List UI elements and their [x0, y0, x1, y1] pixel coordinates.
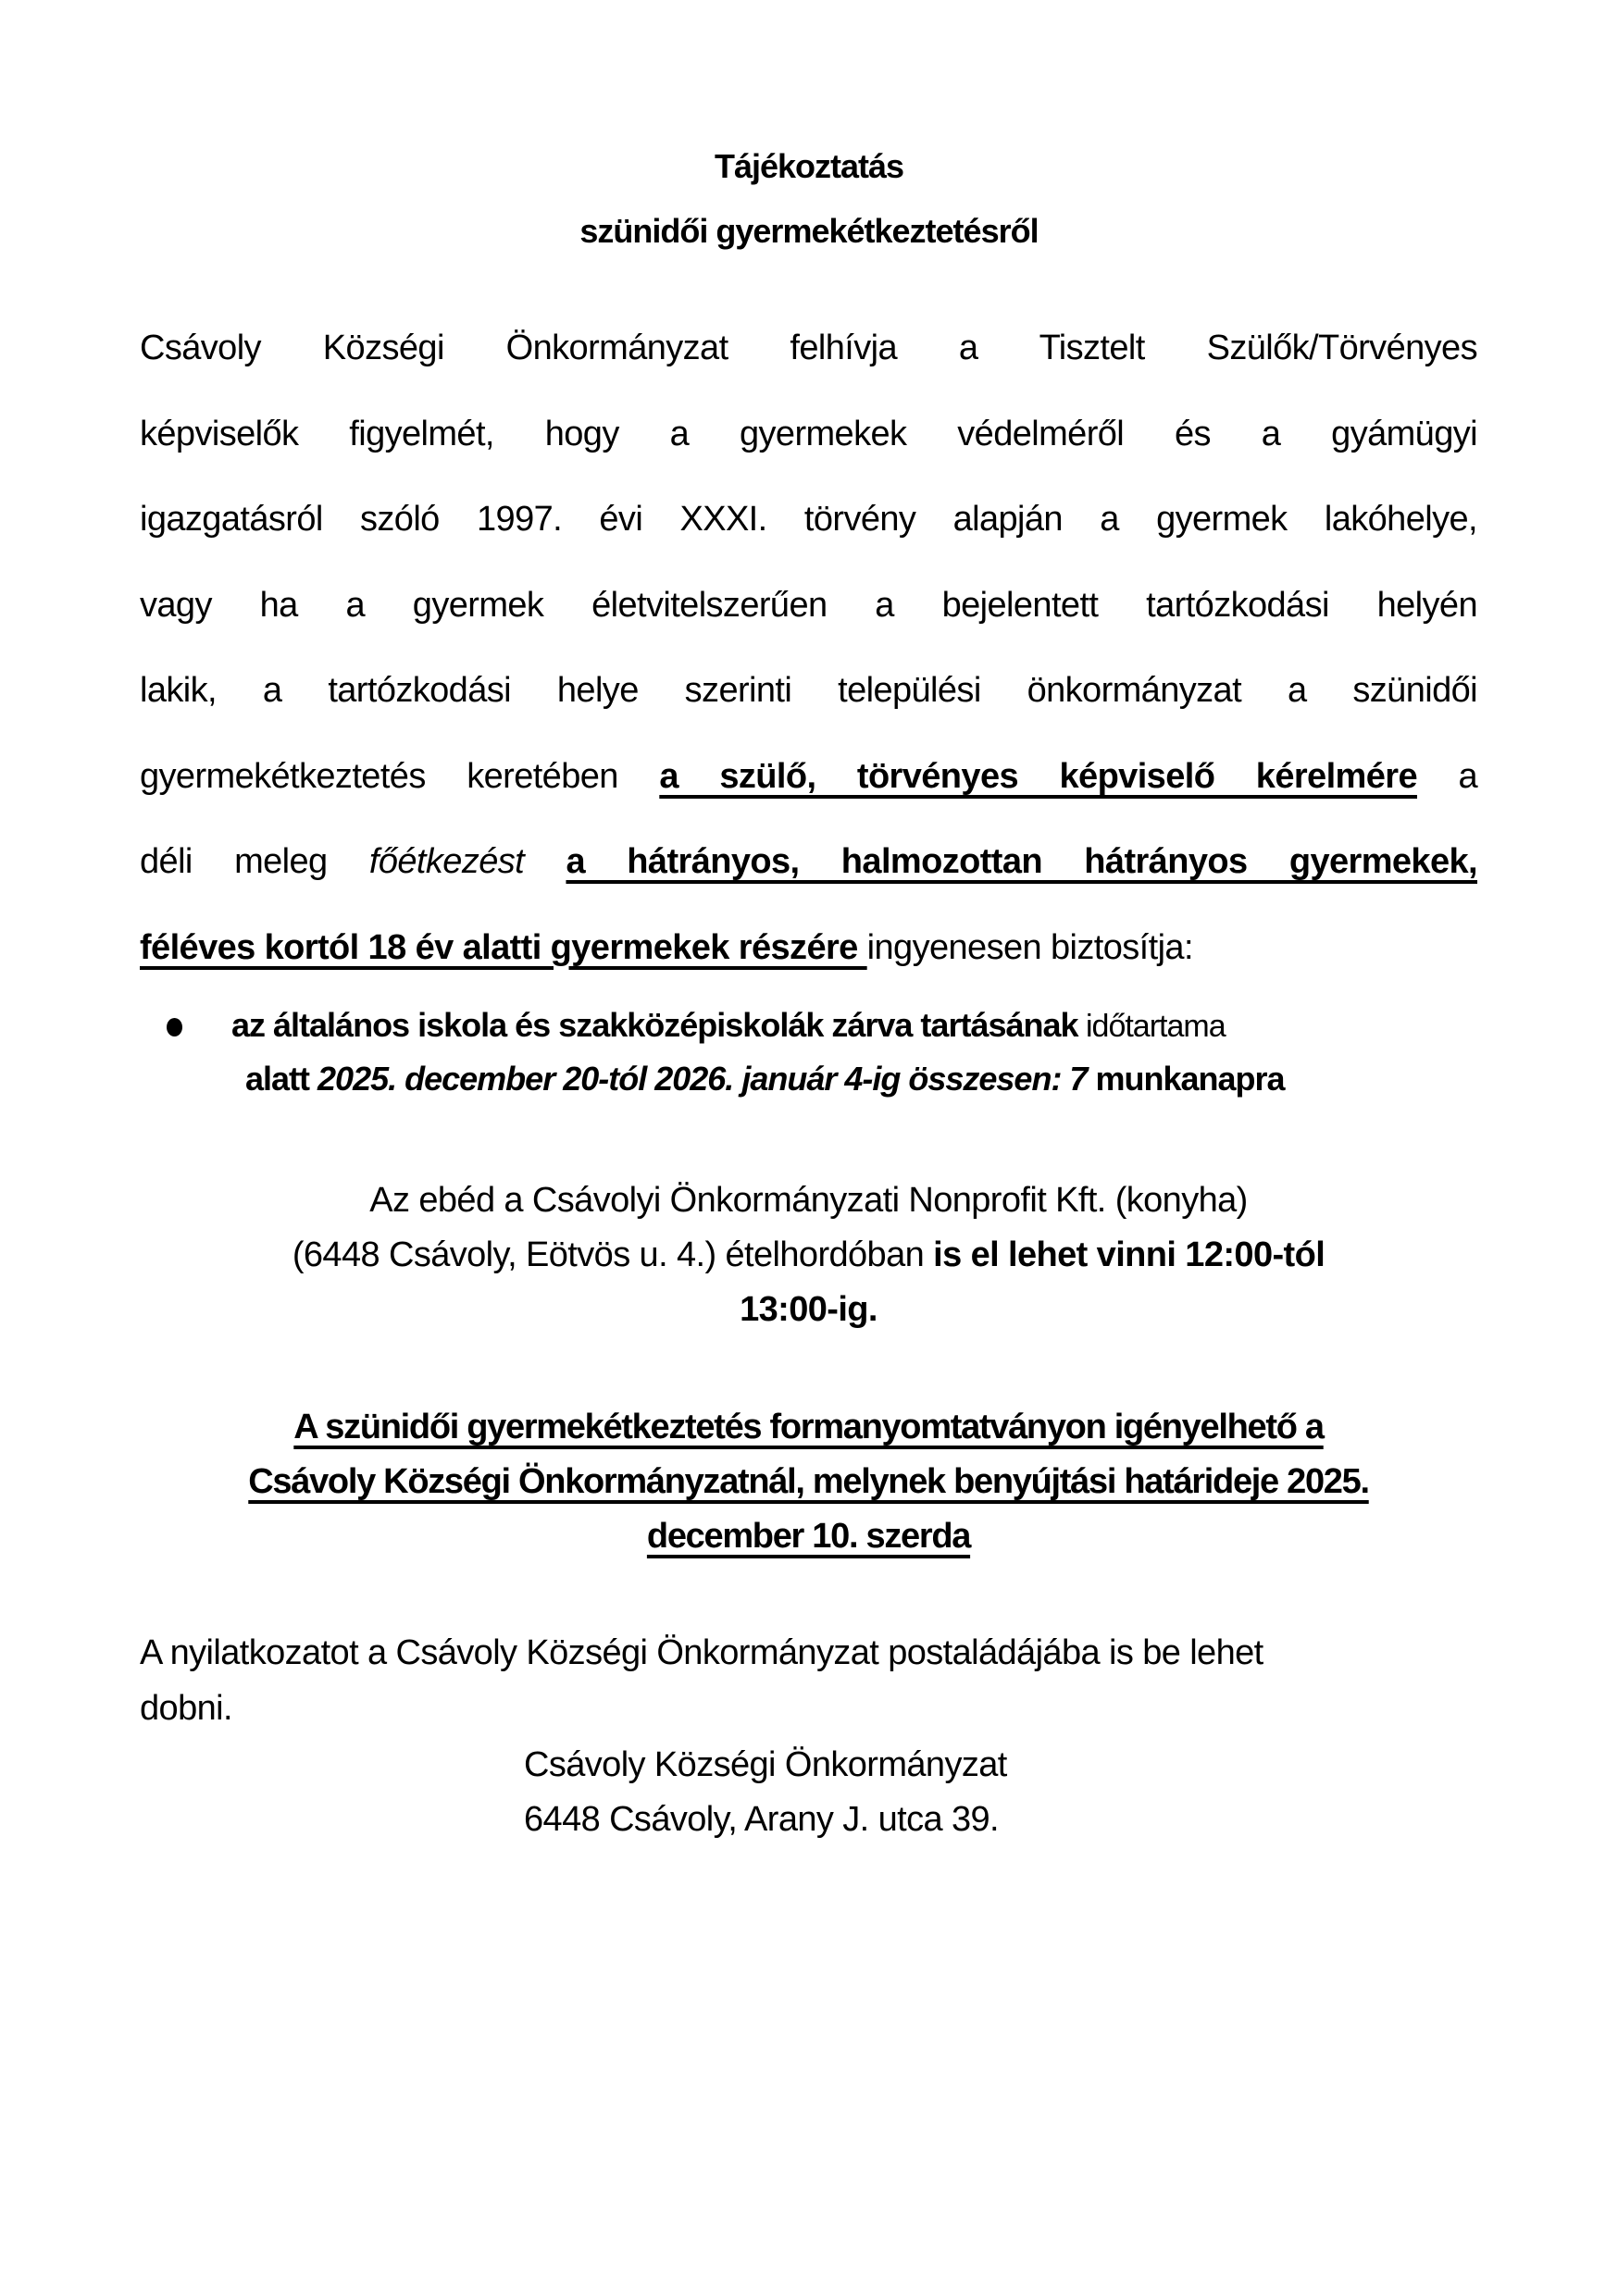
paragraph-line: lakik, a tartózkodási helye szerinti települési önkormányzat a szünidői [140, 671, 1477, 710]
paragraph-line: gyermekétkeztetés keretében a szülő, törvényes képviselő kérelmére a [140, 756, 1478, 796]
holiday-period: 2025. december 20-tól 2026. január 4-ig összesen: 7 [317, 1060, 1088, 1098]
title-line-1: Tájékoztatás [714, 147, 904, 185]
bullet-line-2: alatt 2025. december 20-tól 2026. január 4-ig összesen: 7 munkanapra [245, 1060, 1285, 1098]
signature-address: 6448 Csávoly, Arany J. utca 39. [524, 1800, 999, 1839]
emphasis-parent-request: a szülő, törvényes képviselő kérelmére [659, 756, 1417, 796]
closing-line-2: dobni. [140, 1689, 232, 1728]
paragraph-line: déli meleg főétkezést a hátrányos, halmozottan hátrányos gyermekek, [140, 842, 1477, 881]
announcement-line-1: A szünidői gyermekétkeztetés formanyomtatványon igényelhető a [293, 1408, 1324, 1446]
pickup-time: is el lehet vinni 12:00-tól [933, 1235, 1326, 1274]
emphasis-disadvantaged-children: a hátrányos, halmozottan hátrányos gyermekek, [566, 842, 1477, 881]
paragraph-line: igazgatásról szóló 1997. évi XXXI. törvény alapján a gyermek lakóhelye, [140, 500, 1477, 539]
deadline-announcement [140, 1400, 1477, 1564]
paragraph-line: féléves kortól 18 év alatti gyermekek részére ingyenesen biztosítja: [140, 927, 1193, 967]
lunch-line-2: (6448 Csávoly, Eötvös u. 4.) ételhordóban is el lehet vinni 12:00-tól [292, 1235, 1326, 1274]
lunch-info [140, 1173, 1477, 1337]
intro-paragraph [140, 305, 1477, 990]
paragraph-line: képviselők figyelmét, hogy a gyermekek védelméről és a gyámügyi [140, 414, 1477, 453]
title-line-2: szünidői gyermekétkeztetésről [579, 212, 1039, 250]
paragraph-line: vagy ha a gyermek életvitelszerűen a bejelentett tartózkodási helyén [140, 585, 1477, 625]
document-title [0, 134, 1618, 264]
paragraph-line: Csávoly Községi Önkormányzat felhívja a Tisztelt Szülők/Törvényes [140, 329, 1477, 367]
lunch-line-1: Az ebéd a Csávolyi Önkormányzati Nonprofit Kft. (konyha) [369, 1181, 1248, 1220]
bullet-icon [167, 1018, 182, 1036]
emphasis-age-range: féléves kortól 18 év alatti gyermekek részére [140, 927, 867, 967]
signature-name: Csávoly Községi Önkormányzat [524, 1745, 1007, 1784]
lunch-line-3: 13:00-ig. [740, 1290, 877, 1329]
closing-line-1: A nyilatkozatot a Csávoly Községi Önkormányzat postaládájába is be lehet [140, 1633, 1263, 1672]
emphasis-main-meal: főétkezést [368, 842, 525, 881]
announcement-line-3: december 10. szerda [646, 1517, 971, 1556]
announcement-line-2: Csávoly Községi Önkormányzatnál, melynek benyújtási határideje 2025. [248, 1462, 1369, 1501]
closing-note [140, 1625, 1477, 1736]
bullet-line-1: az általános iskola és szakközépiskolák zárva tartásának időtartama [231, 1006, 1226, 1044]
signature-block [524, 1738, 1007, 1847]
